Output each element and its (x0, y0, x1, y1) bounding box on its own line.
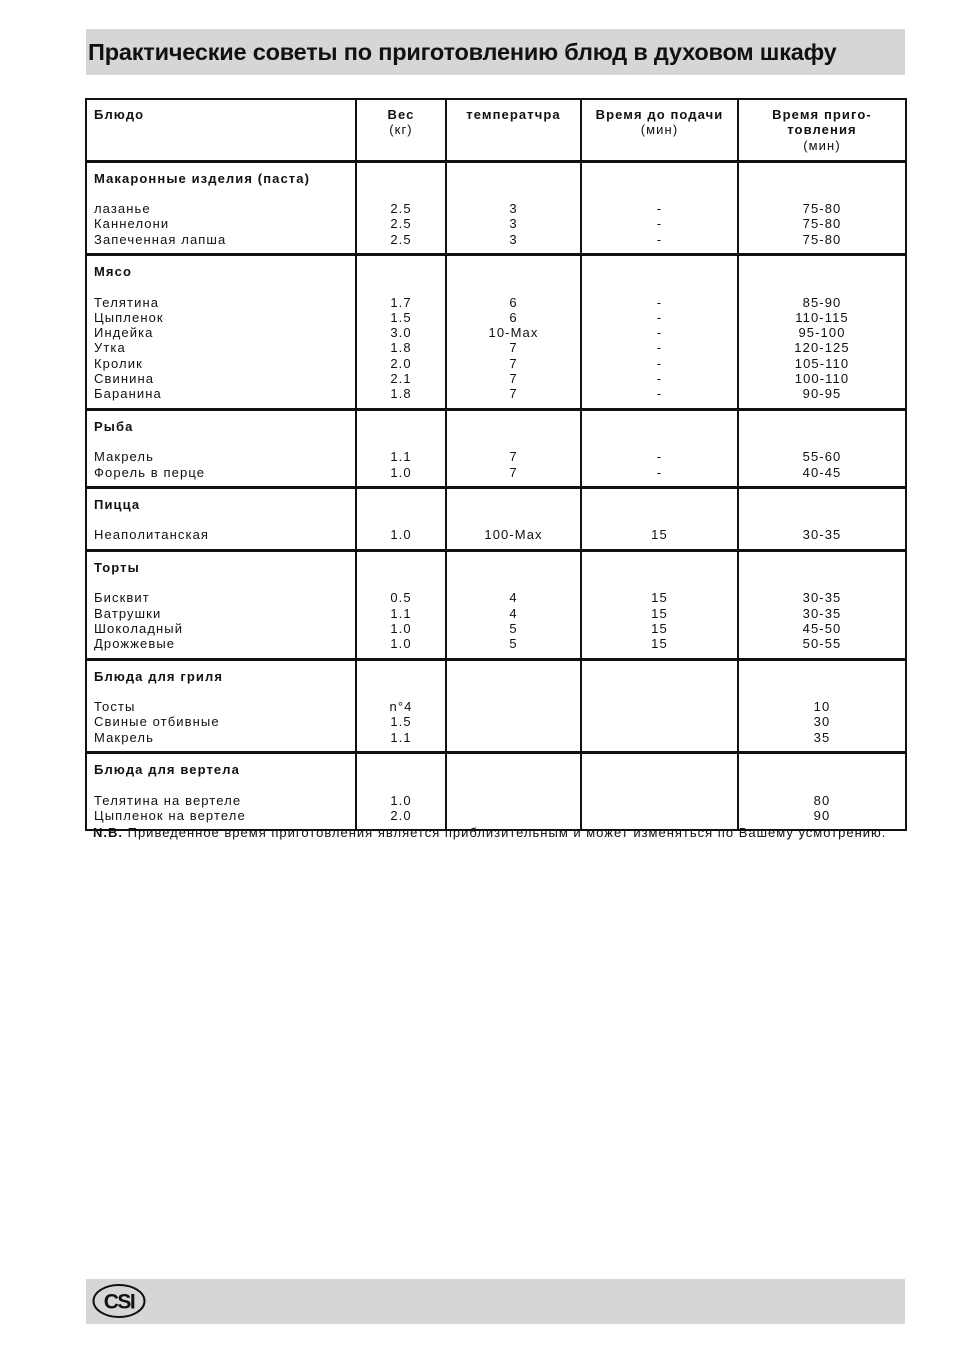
value-standby: - (656, 216, 663, 232)
value-standby (584, 808, 735, 823)
value-cooking: 30 (813, 714, 831, 730)
dish-name: Бисквит (94, 590, 150, 606)
value-weight: 2.0 (390, 807, 412, 823)
value-temp: 3 (509, 216, 518, 232)
dish-name: Неаполитанская (94, 527, 210, 543)
dish-name: Форель в перце (94, 464, 206, 480)
value-temp: 7 (509, 340, 518, 356)
dish-name: Ватрушки (94, 605, 162, 621)
value-weight: 2.1 (390, 371, 412, 387)
value-temp: 3 (509, 231, 518, 247)
value-weight: 1.5 (390, 309, 412, 325)
value-standby: - (656, 309, 663, 325)
dish-name: Утка (94, 340, 126, 356)
group-name: Блюда для вертела (94, 762, 240, 777)
value-cooking: 75-80 (802, 216, 842, 232)
header-cooking-unit: (мин) (803, 137, 841, 153)
cell-cooking-time (738, 161, 906, 254)
dish-name: Телятина (94, 294, 160, 310)
value-cooking: 100-110 (794, 371, 850, 387)
cell-temperature (446, 161, 581, 254)
value-cooking: 85-90 (802, 294, 842, 310)
table-group (86, 409, 906, 487)
cell-weight (356, 487, 446, 550)
value-weight: 0.5 (390, 590, 412, 606)
group-name: Рыба (94, 418, 134, 434)
header-standby-unit: (мин) (640, 122, 679, 138)
dish-name: Цыпленок на вертеле (94, 807, 246, 823)
cell-standby (581, 161, 738, 254)
header-cooking-time: Время приго- товления (мин) (738, 99, 906, 161)
value-weight: 1.8 (390, 340, 412, 356)
value-temp (449, 699, 578, 714)
dish-name: Индейка (94, 325, 154, 341)
header-weight: Вес (кг) (356, 99, 446, 161)
value-cooking: 75-80 (802, 231, 842, 247)
value-standby: - (656, 355, 663, 371)
dish-name: Шоколадный (94, 620, 184, 636)
value-cooking: 80 (813, 792, 831, 808)
cell-standby (581, 550, 738, 659)
table-row (86, 254, 906, 409)
value-temp: 7 (509, 355, 518, 371)
value-temp: 4 (509, 590, 518, 606)
value-weight: 1.8 (390, 386, 412, 402)
table-row (86, 487, 906, 550)
group-name: Торты (94, 559, 140, 575)
cell-dish (86, 409, 356, 487)
dish-name: Телятина на вертеле (94, 792, 242, 808)
cell-standby (581, 753, 738, 831)
dish-name: Тосты (94, 699, 136, 715)
cell-cooking-time (738, 487, 906, 550)
value-temp: 6 (509, 294, 518, 310)
table-group (86, 487, 906, 550)
value-standby (584, 793, 735, 808)
value-weight: 1.0 (390, 620, 412, 636)
group-name: Пицца (94, 496, 141, 512)
dish-name: Запеченная лапша (94, 231, 227, 247)
table-row (86, 659, 906, 752)
value-temp (449, 808, 578, 823)
value-cooking: 40-45 (802, 464, 842, 480)
value-weight: 1.0 (390, 464, 412, 480)
value-temp: 7 (509, 464, 518, 480)
value-cooking: 30-35 (802, 590, 842, 606)
cell-cooking-time (738, 550, 906, 659)
value-weight: 1.7 (390, 294, 412, 310)
value-standby: - (656, 294, 663, 310)
value-standby: 15 (651, 620, 668, 636)
value-weight: 2.5 (390, 231, 412, 247)
footnote-label: N.B. (93, 825, 123, 840)
cell-standby (581, 254, 738, 409)
value-cooking: 75-80 (802, 201, 842, 217)
value-cooking: 55-60 (802, 449, 842, 465)
value-standby: - (656, 371, 663, 387)
value-cooking: 30-35 (802, 527, 842, 543)
value-standby: - (656, 464, 663, 480)
dish-name: Макрель (94, 449, 154, 465)
value-weight: 1.5 (390, 714, 412, 730)
cell-weight (356, 753, 446, 831)
footnote-text: Приведенное время приготовления является приблизительным и может изменяться по Вашему усмотрению. (123, 825, 887, 840)
table-group (86, 254, 906, 409)
value-standby: 15 (651, 590, 668, 606)
value-temp: 7 (509, 386, 518, 402)
group-name: Макаронные изделия (паста) (94, 170, 311, 186)
value-temp (449, 714, 578, 729)
value-temp: 7 (509, 371, 518, 387)
cell-weight (356, 409, 446, 487)
value-standby: - (656, 340, 663, 356)
value-temp (449, 730, 578, 745)
dish-name: Баранина (94, 386, 162, 402)
value-weight: 1.1 (390, 449, 412, 465)
value-cooking: 10 (813, 699, 831, 715)
cell-temperature (446, 254, 581, 409)
value-cooking: 110-115 (795, 309, 849, 325)
value-weight: 1.1 (390, 729, 412, 745)
title-bar (86, 29, 905, 75)
value-standby: - (656, 449, 663, 465)
value-standby: - (656, 231, 663, 247)
group-name: Мясо (94, 263, 132, 279)
value-temp (449, 793, 578, 808)
value-standby (584, 699, 735, 714)
table-row (86, 161, 906, 254)
value-cooking: 90 (813, 807, 831, 823)
dish-name: Каннелони (94, 216, 170, 232)
page-title: Практические советы по приготовлению блюд в духовом шкафу (88, 38, 837, 65)
value-standby: 15 (651, 527, 668, 543)
logo-text: CSI (103, 1290, 135, 1314)
value-cooking: 30-35 (802, 605, 842, 621)
table-header-row (86, 99, 906, 161)
header-standby: Время до подачи (мин) (581, 99, 738, 161)
value-cooking: 45-50 (802, 620, 842, 636)
value-cooking: 50-55 (802, 636, 842, 652)
value-standby (584, 730, 735, 745)
value-weight: 1.0 (390, 636, 412, 652)
header-weight-unit: (кг) (389, 122, 413, 138)
value-temp: 6 (509, 309, 518, 325)
value-temp: 3 (509, 201, 518, 217)
dish-name: Цыпленок (94, 309, 164, 325)
value-weight: 1.0 (390, 527, 412, 543)
value-temp: 4 (509, 605, 518, 621)
value-cooking: 95-100 (798, 325, 846, 341)
value-standby: - (656, 325, 663, 341)
value-standby: 15 (651, 636, 668, 652)
cell-dish (86, 659, 356, 752)
csi-logo-icon (92, 1283, 146, 1319)
footnote (93, 825, 893, 841)
value-standby (584, 714, 735, 729)
cell-dish (86, 550, 356, 659)
cell-temperature (446, 487, 581, 550)
value-weight: 2.0 (390, 355, 412, 371)
cell-dish (86, 254, 356, 409)
value-weight: 3.0 (390, 325, 412, 341)
value-temp: 7 (509, 449, 518, 465)
table-row (86, 550, 906, 659)
dish-name: Дрожжевые (94, 636, 176, 652)
cell-standby (581, 409, 738, 487)
dish-name: Свиные отбивные (94, 714, 220, 730)
value-standby: - (656, 386, 663, 402)
cell-temperature (446, 409, 581, 487)
table-row (86, 753, 906, 831)
cell-weight (356, 550, 446, 659)
value-standby: 15 (651, 605, 668, 621)
value-weight: 2.5 (390, 216, 412, 232)
value-weight: 2.5 (390, 201, 412, 217)
cell-standby (581, 659, 738, 752)
value-weight: n°4 (389, 699, 413, 715)
value-weight: 1.0 (390, 792, 412, 808)
value-weight: 1.1 (390, 605, 412, 621)
dish-name: Свинина (94, 371, 155, 387)
cell-cooking-time (738, 254, 906, 409)
cell-cooking-time (738, 659, 906, 752)
table-group (86, 550, 906, 659)
footer-bar (86, 1279, 905, 1324)
cell-temperature (446, 659, 581, 752)
value-temp: 10-Max (488, 325, 539, 341)
value-cooking: 90-95 (802, 386, 842, 402)
cooking-table (85, 98, 907, 831)
cell-cooking-time (738, 409, 906, 487)
cell-temperature (446, 753, 581, 831)
cell-temperature (446, 550, 581, 659)
header-dish: Блюдо (86, 99, 356, 161)
dish-name: Макрель (94, 729, 154, 745)
table-row (86, 409, 906, 487)
value-cooking: 35 (813, 729, 831, 745)
cell-dish (86, 753, 356, 831)
dish-name: лазанье (94, 201, 151, 217)
cell-dish (86, 487, 356, 550)
cell-weight (356, 254, 446, 409)
group-name: Блюда для гриля (94, 668, 224, 684)
cell-weight (356, 659, 446, 752)
cell-weight (356, 161, 446, 254)
value-cooking: 120-125 (794, 340, 850, 356)
dish-name: Кролик (94, 355, 143, 371)
cell-cooking-time (738, 753, 906, 831)
value-temp: 5 (509, 620, 518, 636)
value-standby: - (656, 201, 663, 217)
value-cooking: 105-110 (794, 355, 850, 371)
header-temperature: температчра (446, 99, 581, 161)
table-group (86, 659, 906, 752)
value-temp: 5 (509, 636, 518, 652)
table-group (86, 753, 906, 831)
cell-standby (581, 487, 738, 550)
table-group (86, 161, 906, 254)
value-temp: 100-Max (484, 527, 543, 543)
cell-dish (86, 161, 356, 254)
